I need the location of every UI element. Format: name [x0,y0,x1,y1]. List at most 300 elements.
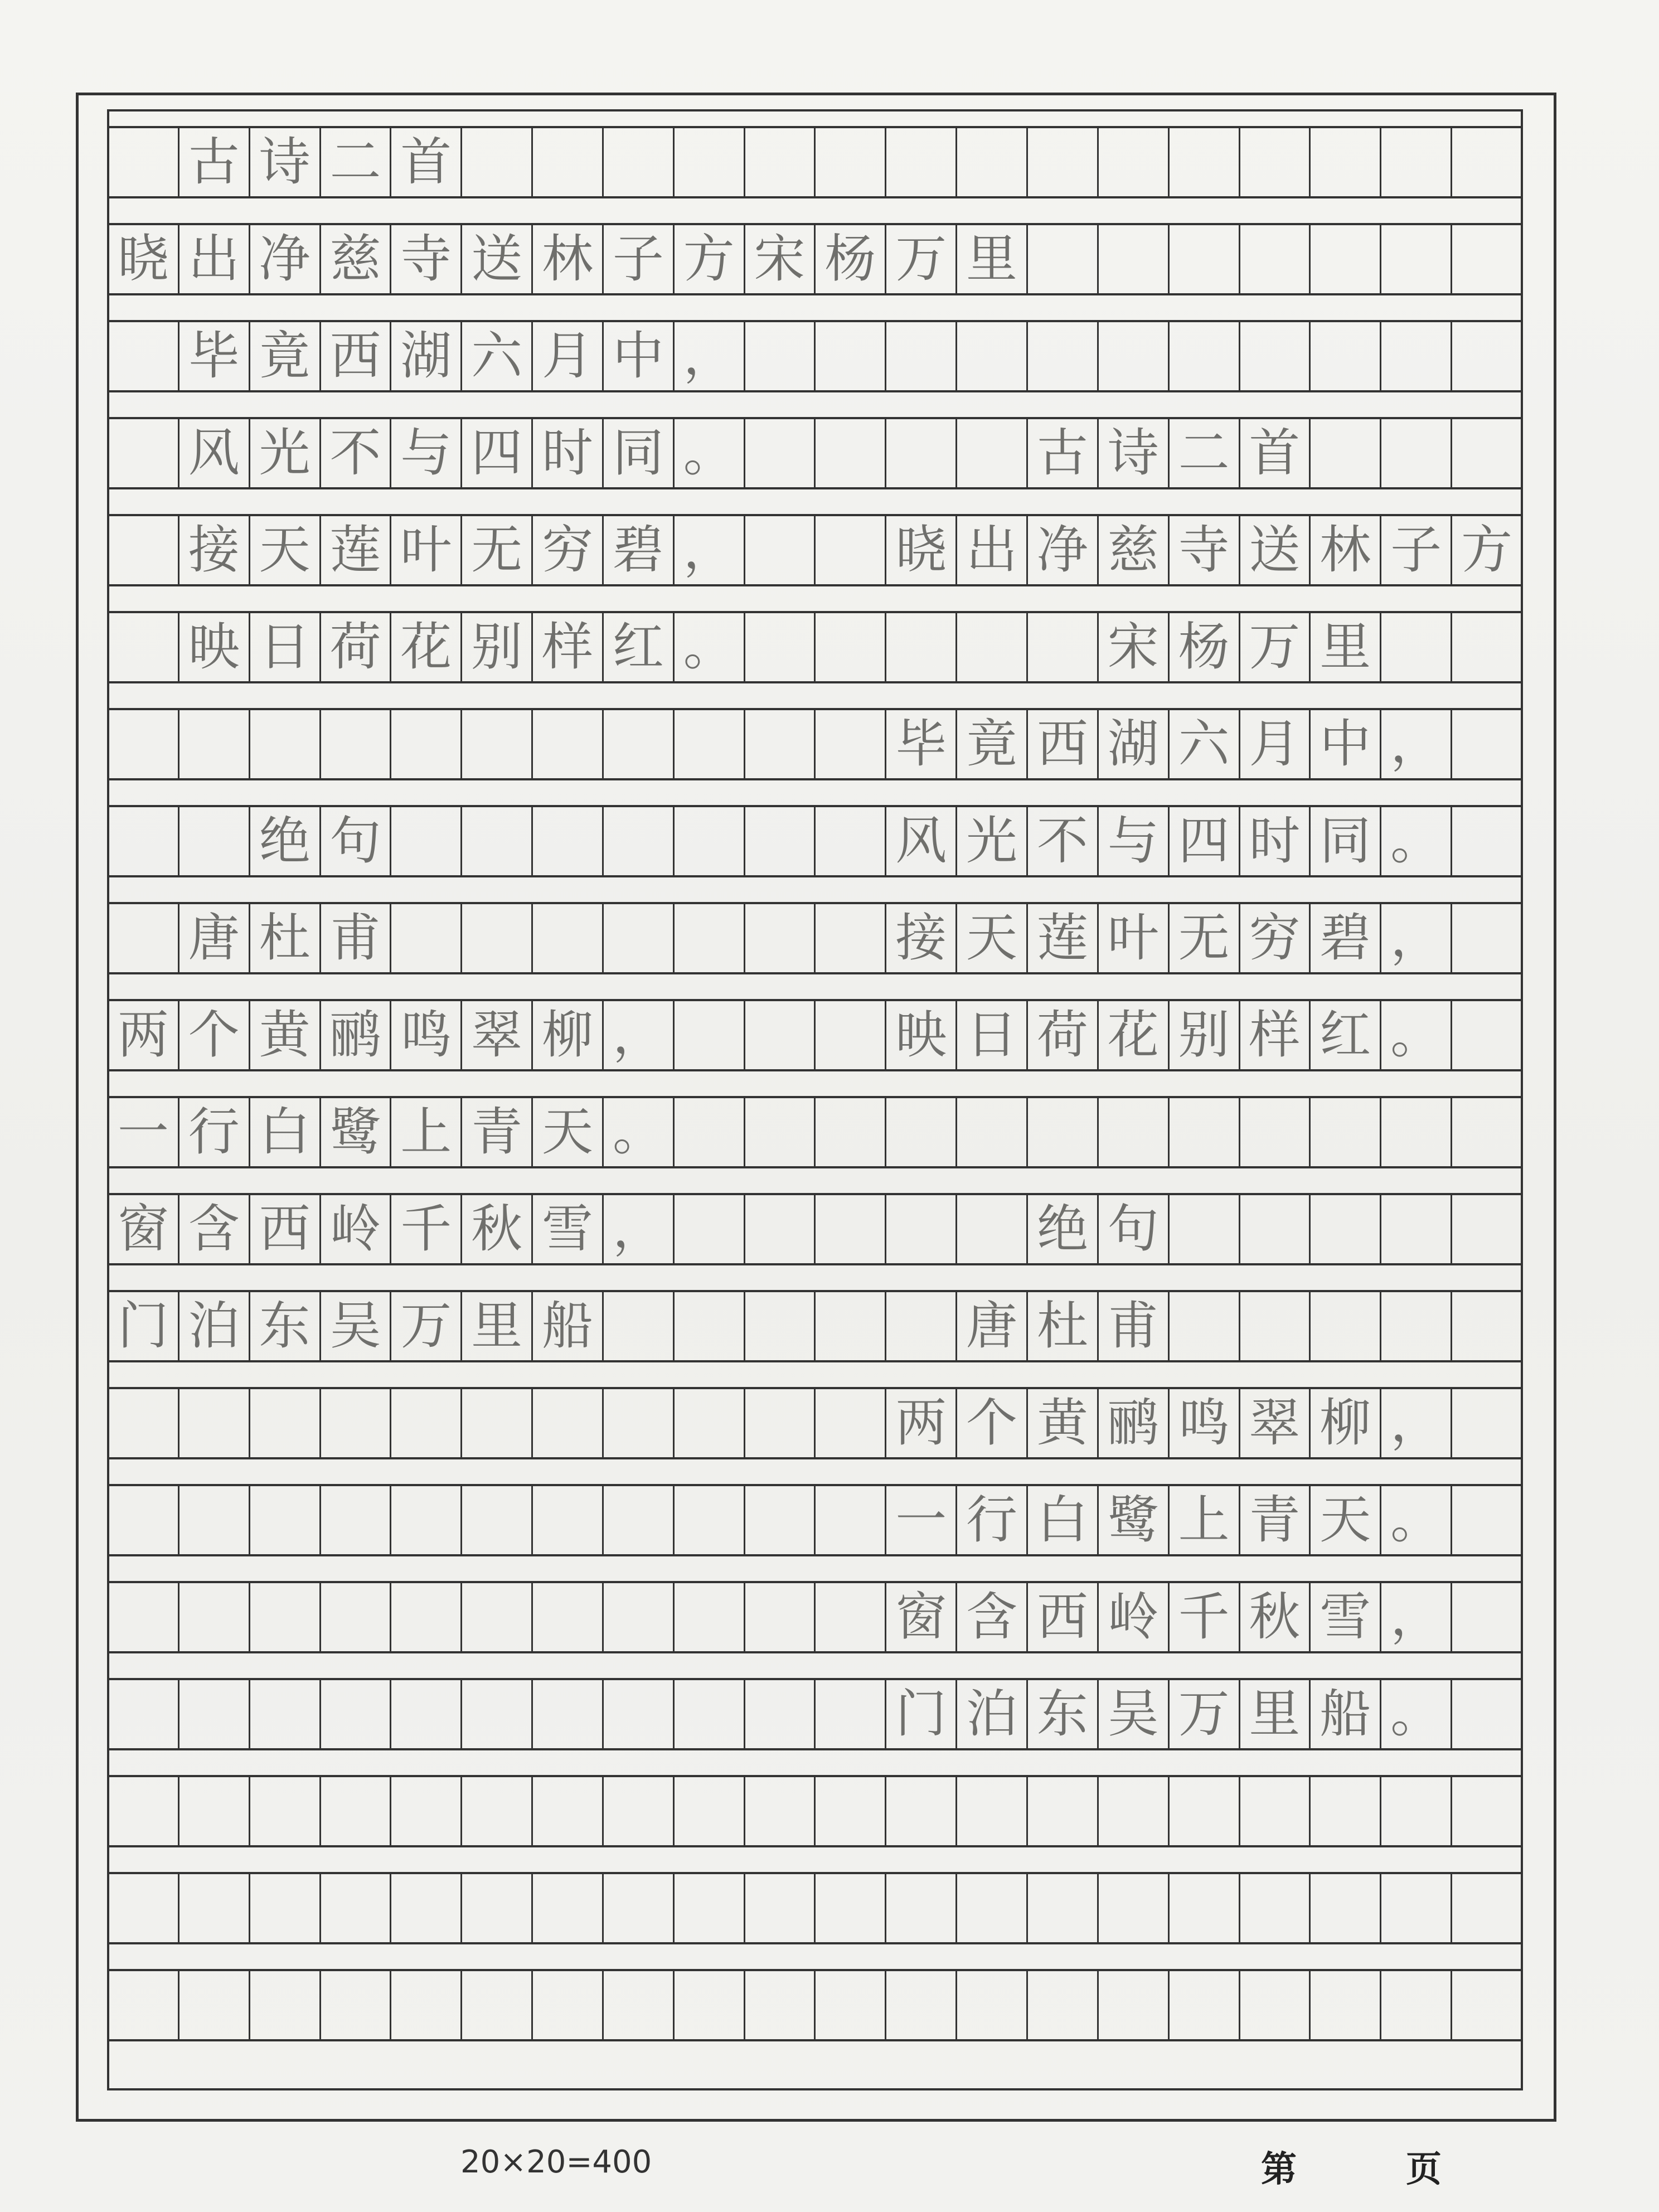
grid-cell: 古 [1028,419,1099,487]
grid-cell [1099,1777,1170,1845]
grid-cell [1311,1292,1381,1360]
grid-cell [816,1389,886,1457]
grid-cell [180,1389,250,1457]
grid-cell [1452,1486,1523,1554]
grid-cell [604,710,675,778]
grid-cell: 风 [180,419,250,487]
grid-cell [250,1486,321,1554]
grid-cell [321,1874,392,1942]
grid-cell [1240,225,1311,293]
grid-cell [107,516,180,584]
grid-cell [1028,225,1099,293]
grid-row [107,708,1523,780]
grid-cell: 别 [462,613,533,681]
grid-cell [1381,1195,1452,1263]
grid-cell [180,1874,250,1942]
grid-cell: 月 [1240,710,1311,778]
grid-cell: 荷 [1028,1001,1099,1069]
grid-cell [321,1583,392,1651]
grid-cell [745,322,816,390]
grid-row [107,320,1523,392]
grid-cell: 送 [1240,516,1311,584]
grid-cell [1099,128,1170,196]
grid-cell [604,1971,675,2039]
grid-cell: 寺 [391,225,462,293]
grid-cell [816,710,886,778]
grid-cell [533,128,604,196]
grid-cell: 含 [957,1583,1028,1651]
grid-cell [107,807,180,875]
grid-cell [1240,1195,1311,1263]
grid-cell: 唐 [957,1292,1028,1360]
grid-cell: 西 [250,1195,321,1263]
grid-cell: 林 [533,225,604,293]
grid-cell [107,1874,180,1942]
grid-cell [604,1777,675,1845]
grid-cell [462,1486,533,1554]
grid-cell [391,1486,462,1554]
grid-cell [1028,128,1099,196]
grid-cell [391,710,462,778]
grid-cell: 净 [1028,516,1099,584]
grid-cell [1381,1292,1452,1360]
grid-cell [675,1680,745,1748]
grid-cell: 柳 [1311,1389,1381,1457]
grid-cell: 风 [886,807,957,875]
grid-row [107,1678,1523,1750]
grid-cell [745,613,816,681]
grid-cell: 一 [107,1098,180,1166]
grid-size-label: 20×20=400 [460,2144,652,2180]
grid-cell [1170,1777,1240,1845]
grid-cell: 秋 [462,1195,533,1263]
grid-cell: 。 [1381,807,1452,875]
grid-cell: 中 [604,322,675,390]
grid-cell [745,1195,816,1263]
grid-cell [1452,710,1523,778]
grid-cell [886,613,957,681]
grid-cell [321,1680,392,1748]
grid-cell [533,1389,604,1457]
grid-row [107,1193,1523,1265]
grid-row [107,1775,1523,1847]
grid-cell: 首 [391,128,462,196]
grid-cell: 柳 [533,1001,604,1069]
page-label-suffix: 页 [1406,2149,1442,2190]
grid-cell: 杨 [1170,613,1240,681]
grid-cell [957,1874,1028,1942]
grid-cell: 。 [1381,1680,1452,1748]
grid-cell [745,1486,816,1554]
grid-cell [180,1583,250,1651]
grid-cell: 杨 [816,225,886,293]
grid-cell [1381,128,1452,196]
grid-row [107,805,1523,877]
grid-row [107,417,1523,489]
grid-cell [462,1971,533,2039]
grid-cell: 首 [1240,419,1311,487]
grid-cell [250,1971,321,2039]
grid-cell [391,1680,462,1748]
grid-cell [1311,225,1381,293]
grid-cell [1028,613,1099,681]
grid-cell [533,710,604,778]
grid-cell: 二 [1170,419,1240,487]
grid-cell [1099,225,1170,293]
grid-cell: 慈 [321,225,392,293]
grid-cell [1452,225,1523,293]
grid-cell [107,128,180,196]
grid-row [107,1969,1523,2041]
grid-cell [745,1874,816,1942]
grid-cell: 甫 [1099,1292,1170,1360]
grid-cell: 碧 [1311,904,1381,972]
grid-cell [816,419,886,487]
grid-cell [391,904,462,972]
grid-cell [107,1777,180,1845]
grid-cell: 六 [462,322,533,390]
grid-cell [1028,1971,1099,2039]
grid-cell [745,904,816,972]
grid-cell: 光 [250,419,321,487]
grid-cell: 光 [957,807,1028,875]
grid-cell [107,1486,180,1554]
grid-cell: ， [1381,1389,1452,1457]
grid-cell: 接 [180,516,250,584]
grid-cell: 同 [1311,807,1381,875]
grid-cell: 甫 [321,904,392,972]
grid-row [107,902,1523,974]
grid-cell [533,1486,604,1554]
grid-cell: ， [675,516,745,584]
grid-cell [1170,1098,1240,1166]
grid-cell: 句 [1099,1195,1170,1263]
grid-cell [1381,1777,1452,1845]
grid-cell: 个 [180,1001,250,1069]
grid-cell [1452,1001,1523,1069]
grid-cell [1170,1292,1240,1360]
grid-cell [391,1389,462,1457]
grid-row [107,126,1523,198]
grid-cell [462,128,533,196]
grid-cell: ， [604,1001,675,1069]
grid-row [107,999,1523,1071]
grid-cell [1311,1971,1381,2039]
grid-cell [1099,1098,1170,1166]
grid-cell [1452,1195,1523,1263]
grid-cell [816,322,886,390]
writing-grid [107,126,1523,2066]
grid-cell: 样 [1240,1001,1311,1069]
grid-cell [1381,1971,1452,2039]
grid-cell [1452,1777,1523,1845]
grid-cell: 宋 [1099,613,1170,681]
grid-cell [1099,1971,1170,2039]
grid-cell [1028,1777,1099,1845]
grid-cell [1311,419,1381,487]
grid-cell: 西 [321,322,392,390]
grid-cell [1452,1680,1523,1748]
grid-cell [1452,1874,1523,1942]
grid-cell [462,1777,533,1845]
grid-cell: 毕 [886,710,957,778]
grid-cell: 叶 [1099,904,1170,972]
grid-cell [533,1777,604,1845]
grid-cell: 青 [462,1098,533,1166]
grid-cell: 翠 [462,1001,533,1069]
grid-cell: 鹂 [321,1001,392,1069]
grid-cell [816,1680,886,1748]
grid-cell: 竟 [250,322,321,390]
grid-cell: 。 [604,1098,675,1166]
grid-cell [675,1001,745,1069]
grid-cell [180,1680,250,1748]
grid-cell [1311,1195,1381,1263]
grid-cell [604,1292,675,1360]
grid-cell [1311,322,1381,390]
grid-row [107,1290,1523,1362]
grid-cell: 里 [1240,1680,1311,1748]
grid-cell [745,419,816,487]
grid-cell: 诗 [1099,419,1170,487]
grid-cell: 岭 [321,1195,392,1263]
grid-cell: 东 [250,1292,321,1360]
grid-cell [180,710,250,778]
grid-cell [533,1971,604,2039]
grid-cell: 红 [1311,1001,1381,1069]
grid-cell [957,1195,1028,1263]
grid-cell: 鸣 [1170,1389,1240,1457]
grid-cell: 花 [1099,1001,1170,1069]
grid-cell [745,1971,816,2039]
grid-cell [745,1777,816,1845]
grid-cell [604,807,675,875]
grid-cell: 门 [886,1680,957,1748]
grid-cell: 与 [1099,807,1170,875]
grid-cell: 莲 [1028,904,1099,972]
grid-cell [180,807,250,875]
grid-cell [816,1874,886,1942]
grid-cell [250,710,321,778]
grid-cell [462,807,533,875]
grid-cell [745,1583,816,1651]
grid-cell [675,1292,745,1360]
grid-cell [816,1098,886,1166]
grid-cell: 含 [180,1195,250,1263]
grid-cell: 穷 [1240,904,1311,972]
grid-cell: 方 [675,225,745,293]
grid-cell: 净 [250,225,321,293]
grid-cell: 。 [675,419,745,487]
grid-cell: 西 [1028,1583,1099,1651]
grid-cell: 西 [1028,710,1099,778]
grid-cell [1028,1098,1099,1166]
grid-cell: 古 [180,128,250,196]
grid-cell [1028,1874,1099,1942]
grid-cell [1240,1292,1311,1360]
grid-cell: 竟 [957,710,1028,778]
grid-cell [1170,1195,1240,1263]
grid-cell: 雪 [1311,1583,1381,1651]
grid-cell [1170,1971,1240,2039]
grid-cell: 黄 [250,1001,321,1069]
grid-row [107,611,1523,683]
grid-cell [533,1680,604,1748]
grid-cell [886,1292,957,1360]
grid-cell [745,1098,816,1166]
grid-cell: 晓 [107,225,180,293]
grid-cell [250,1583,321,1651]
grid-cell [1240,1874,1311,1942]
grid-cell: 天 [957,904,1028,972]
grid-cell: 毕 [180,322,250,390]
grid-cell: 映 [886,1001,957,1069]
grid-cell: 穷 [533,516,604,584]
grid-cell [1452,1389,1523,1457]
grid-cell [957,128,1028,196]
grid-cell: 鹭 [1099,1486,1170,1554]
grid-cell [462,1583,533,1651]
grid-cell [675,1389,745,1457]
grid-cell [675,128,745,196]
grid-cell [675,1583,745,1651]
grid-cell: 宋 [745,225,816,293]
grid-cell [1240,1098,1311,1166]
grid-cell: 月 [533,322,604,390]
grid-cell [107,322,180,390]
grid-cell: 个 [957,1389,1028,1457]
grid-cell: 送 [462,225,533,293]
grid-cell: 时 [1240,807,1311,875]
grid-cell [1311,1777,1381,1845]
grid-cell: 雪 [533,1195,604,1263]
grid-cell: 句 [321,807,392,875]
grid-cell: 出 [180,225,250,293]
grid-cell [1170,322,1240,390]
grid-cell: 子 [604,225,675,293]
grid-cell: 不 [321,419,392,487]
grid-cell: 花 [391,613,462,681]
grid-cell [816,128,886,196]
grid-cell [107,613,180,681]
grid-cell: 时 [533,419,604,487]
grid-cell: 样 [533,613,604,681]
grid-cell [816,1486,886,1554]
grid-cell [1452,807,1523,875]
grid-cell [1381,225,1452,293]
grid-cell [462,1389,533,1457]
grid-cell: ， [1381,1583,1452,1651]
grid-row [107,1387,1523,1459]
grid-cell [1452,1971,1523,2039]
grid-cell [180,1971,250,2039]
grid-cell [391,1583,462,1651]
grid-cell: 天 [1311,1486,1381,1554]
grid-cell [816,1195,886,1263]
grid-cell [1452,419,1523,487]
grid-cell [745,1680,816,1748]
grid-cell [745,807,816,875]
grid-cell: 里 [1311,613,1381,681]
grid-cell [745,1001,816,1069]
grid-cell: 万 [391,1292,462,1360]
grid-cell [816,807,886,875]
grid-cell [1240,128,1311,196]
grid-cell [816,1777,886,1845]
grid-cell: 杜 [250,904,321,972]
grid-cell [1099,1874,1170,1942]
grid-cell: 湖 [391,322,462,390]
grid-cell [1170,225,1240,293]
grid-cell [816,1292,886,1360]
grid-cell: 二 [321,128,392,196]
grid-cell [675,904,745,972]
grid-cell: 黄 [1028,1389,1099,1457]
grid-cell: 方 [1452,516,1523,584]
grid-cell: 两 [886,1389,957,1457]
grid-cell [957,419,1028,487]
grid-cell [886,419,957,487]
grid-cell [391,1874,462,1942]
grid-cell: 里 [462,1292,533,1360]
grid-cell: 日 [250,613,321,681]
grid-row [107,223,1523,295]
grid-cell [957,613,1028,681]
grid-cell [1311,128,1381,196]
grid-cell [957,1971,1028,2039]
grid-cell: 行 [957,1486,1028,1554]
grid-cell [604,1874,675,1942]
grid-cell: 四 [1170,807,1240,875]
grid-cell: 窗 [107,1195,180,1263]
grid-cell [107,710,180,778]
grid-cell [745,128,816,196]
grid-cell [604,1583,675,1651]
grid-cell: 鸣 [391,1001,462,1069]
grid-cell: ， [675,322,745,390]
grid-cell [675,1195,745,1263]
grid-cell [1240,322,1311,390]
grid-cell: 行 [180,1098,250,1166]
grid-cell [1028,322,1099,390]
grid-cell: 叶 [391,516,462,584]
grid-cell: 出 [957,516,1028,584]
grid-cell: 绝 [1028,1195,1099,1263]
grid-cell: 中 [1311,710,1381,778]
grid-cell [1381,1874,1452,1942]
grid-cell [1311,1874,1381,1942]
grid-cell: 窗 [886,1583,957,1651]
grid-cell: 吴 [1099,1680,1170,1748]
grid-cell [1381,613,1452,681]
grid-cell [886,322,957,390]
grid-cell: 岭 [1099,1583,1170,1651]
grid-cell: 船 [533,1292,604,1360]
grid-cell [462,1680,533,1748]
grid-cell: 六 [1170,710,1240,778]
grid-cell: 。 [1381,1486,1452,1554]
grid-cell: 子 [1381,516,1452,584]
grid-cell [250,1389,321,1457]
grid-cell [107,1680,180,1748]
grid-cell [107,419,180,487]
grid-cell [675,1098,745,1166]
grid-cell [1452,1583,1523,1651]
grid-cell [886,128,957,196]
grid-cell: 吴 [321,1292,392,1360]
grid-cell: 与 [391,419,462,487]
grid-cell: 泊 [957,1680,1028,1748]
